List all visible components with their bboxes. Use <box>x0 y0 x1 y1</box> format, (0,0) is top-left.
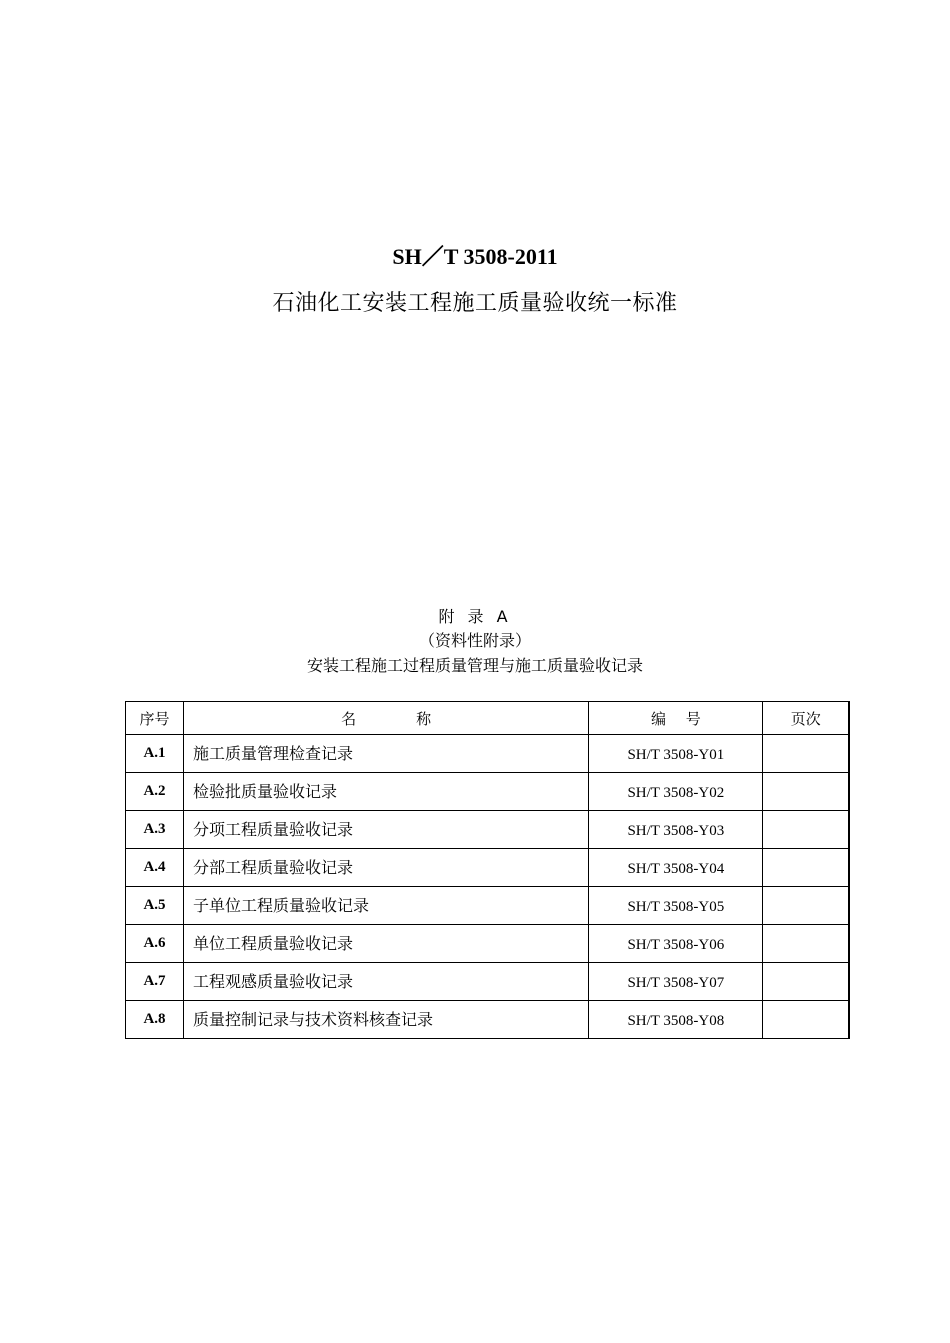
header-page: 页次 <box>763 702 849 735</box>
row-no: A.2 <box>126 773 184 811</box>
row-page <box>763 887 849 925</box>
row-code: SH/T 3508-Y08 <box>589 1001 763 1039</box>
row-name: 单位工程质量验收记录 <box>184 925 589 963</box>
row-code: SH/T 3508-Y06 <box>589 925 763 963</box>
row-no: A.8 <box>126 1001 184 1039</box>
row-name: 质量控制记录与技术资料核查记录 <box>184 1001 589 1039</box>
row-no: A.6 <box>126 925 184 963</box>
table-row <box>126 811 850 849</box>
records-table <box>125 701 850 1039</box>
standard-code: SH／T 3508-2011 <box>392 244 558 269</box>
table-row <box>126 1001 850 1039</box>
row-code: SH/T 3508-Y07 <box>589 963 763 1001</box>
row-name: 子单位工程质量验收记录 <box>184 887 589 925</box>
table-row <box>126 887 850 925</box>
row-page <box>763 849 849 887</box>
row-code: SH/T 3508-Y01 <box>589 735 763 773</box>
header-code: 编 号 <box>589 702 763 735</box>
row-no: A.7 <box>126 963 184 1001</box>
appendix-label: 附 录 A <box>438 607 512 626</box>
row-no: A.1 <box>126 735 184 773</box>
row-page <box>763 735 849 773</box>
table-row <box>126 925 850 963</box>
row-name: 施工质量管理检查记录 <box>184 735 589 773</box>
row-code: SH/T 3508-Y05 <box>589 887 763 925</box>
table-row <box>126 849 850 887</box>
row-name: 分项工程质量验收记录 <box>184 811 589 849</box>
row-page <box>763 773 849 811</box>
row-code: SH/T 3508-Y03 <box>589 811 763 849</box>
row-page <box>763 811 849 849</box>
row-no: A.4 <box>126 849 184 887</box>
row-name: 工程观感质量验收记录 <box>184 963 589 1001</box>
row-page <box>763 1001 849 1039</box>
table-header-row <box>126 702 850 735</box>
header-no: 序号 <box>126 702 184 735</box>
row-name: 检验批质量验收记录 <box>184 773 589 811</box>
row-code: SH/T 3508-Y02 <box>589 773 763 811</box>
appendix-title: 安装工程施工过程质量管理与施工质量验收记录 <box>306 656 643 675</box>
table-row <box>126 735 850 773</box>
row-code: SH/T 3508-Y04 <box>589 849 763 887</box>
table-row <box>126 773 850 811</box>
header-name: 名 称 <box>184 702 589 735</box>
row-name: 分部工程质量验收记录 <box>184 849 589 887</box>
table-row <box>126 963 850 1001</box>
row-no: A.5 <box>126 887 184 925</box>
row-page <box>763 925 849 963</box>
standard-title: 石油化工安装工程施工质量验收统一标准 <box>272 291 678 316</box>
appendix-type: （资料性附录） <box>418 631 531 650</box>
row-no: A.3 <box>126 811 184 849</box>
row-page <box>763 963 849 1001</box>
